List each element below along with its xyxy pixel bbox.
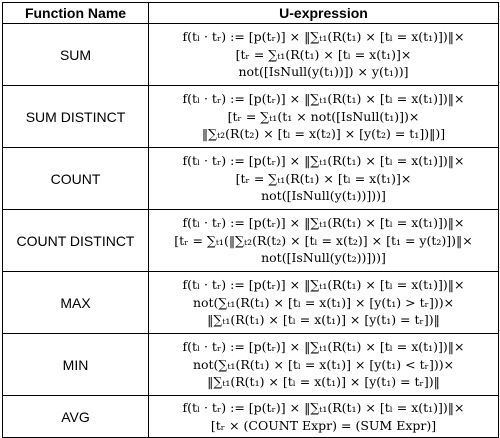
header-row bbox=[3, 3, 499, 24]
function-name-cell: COUNT DISTINCT bbox=[3, 210, 149, 272]
table-row-min bbox=[3, 334, 499, 396]
u-expression-cell bbox=[149, 334, 499, 396]
expression-line: not(∑ₜ₁(R(t₁) × [tₗ = x(t₁)] × [y(t₁) < tᵣ]))× bbox=[192, 356, 455, 372]
table-row-avg bbox=[3, 396, 499, 438]
expression-line: [tᵣ = ∑ₜ₁(t₁ × not([IsNull(t₁)])× bbox=[227, 108, 420, 124]
expression-line: f(tₗ · tᵣ) := [p(tᵣ)] × ‖∑ₜ₁(R(t₁) × [tₗ = x(t₁)])‖× bbox=[182, 277, 465, 293]
expression-line: [tᵣ = ∑ₜ₁(‖∑ₜ₂(R(t₂) × [tₗ = x(t₂)] × [t₁ = y(t₂)])‖× bbox=[174, 232, 473, 248]
u-expression-cell bbox=[149, 272, 499, 334]
table-row-sum bbox=[3, 24, 499, 86]
table-row-max bbox=[3, 272, 499, 334]
function-name-cell: SUM bbox=[3, 24, 149, 86]
expression-line: ‖∑ₜ₂(R(t₂) × [tₗ = x(t₂)] × [y(t₂) = t₁])‖)] bbox=[201, 126, 446, 142]
u-expression-cell bbox=[149, 86, 499, 148]
function-name-cell: MIN bbox=[3, 334, 149, 396]
table-row-sum-distinct bbox=[3, 86, 499, 148]
expression-line: [tᵣ = ∑ₜ₁(R(t₁) × [tₗ = x(t₁)]× bbox=[235, 46, 412, 62]
expression-line: f(tₗ · tᵣ) := [p(tᵣ)] × ‖∑ₜ₁(R(t₁) × [tₗ = x(t₁)])‖× bbox=[182, 153, 465, 169]
u-expression-cell bbox=[149, 148, 499, 210]
u-expression-cell bbox=[149, 24, 499, 86]
expression-line: f(tₗ · tᵣ) := [p(tᵣ)] × ‖∑ₜ₁(R(t₁) × [tₗ = x(t₁)])‖× bbox=[182, 215, 465, 231]
function-name-cell: SUM DISTINCT bbox=[3, 86, 149, 148]
expression-line: f(tₗ · tᵣ) := [p(tᵣ)] × ‖∑ₜ₁(R(t₁) × [tₗ = x(t₁)])‖× bbox=[182, 339, 465, 355]
function-name-cell: AVG bbox=[3, 396, 149, 438]
header-u-expression: U-expression bbox=[149, 3, 499, 24]
u-expression-cell bbox=[149, 210, 499, 272]
expression-line: [tᵣ = ∑ₜ₁(R(t₁) × [tₗ = x(t₁)]× bbox=[235, 170, 412, 186]
expression-line: ‖∑ₜ₁(R(t₁) × [tₗ = x(t₁)] × [y(t₁) = tᵣ])‖ bbox=[207, 374, 440, 390]
u-expression-table bbox=[2, 2, 499, 438]
expression-line: not(∑ₜ₁(R(t₁) × [tₗ = x(t₁)] × [y(t₁) > tᵣ]))× bbox=[192, 294, 455, 310]
expression-line: not([IsNull(y(t₂))]))] bbox=[261, 250, 386, 266]
expression-line: f(tₗ · tᵣ) := [p(tᵣ)] × ‖∑ₜ₁(R(t₁) × [tₗ = x(t₁)])‖× bbox=[182, 400, 465, 415]
header-function-name: Function Name bbox=[3, 3, 149, 24]
function-name-cell: MAX bbox=[3, 272, 149, 334]
u-expression-cell bbox=[149, 396, 499, 438]
expression-line: not([IsNull(y(t₁))]) × y(t₁))] bbox=[238, 64, 409, 80]
expression-line: ‖∑ₜ₁(R(t₁) × [tₗ = x(t₁)] × [y(t₁) = tᵣ])‖ bbox=[207, 312, 440, 328]
table-row-count-distinct bbox=[3, 210, 499, 272]
function-name-cell: COUNT bbox=[3, 148, 149, 210]
table-row-count bbox=[3, 148, 499, 210]
expression-line: f(tₗ · tᵣ) := [p(tᵣ)] × ‖∑ₜ₁(R(t₁) × [tₗ = x(t₁)])‖× bbox=[182, 29, 465, 45]
expression-line: [tᵣ × (COUNT Expr) = (SUM Expr)] bbox=[210, 417, 437, 433]
expression-line: not([IsNull(y(t₁))]))] bbox=[261, 188, 386, 204]
expression-line: f(tₗ · tᵣ) := [p(tᵣ)] × ‖∑ₜ₁(R(t₁) × [tₗ = x(t₁)])‖× bbox=[182, 91, 465, 107]
